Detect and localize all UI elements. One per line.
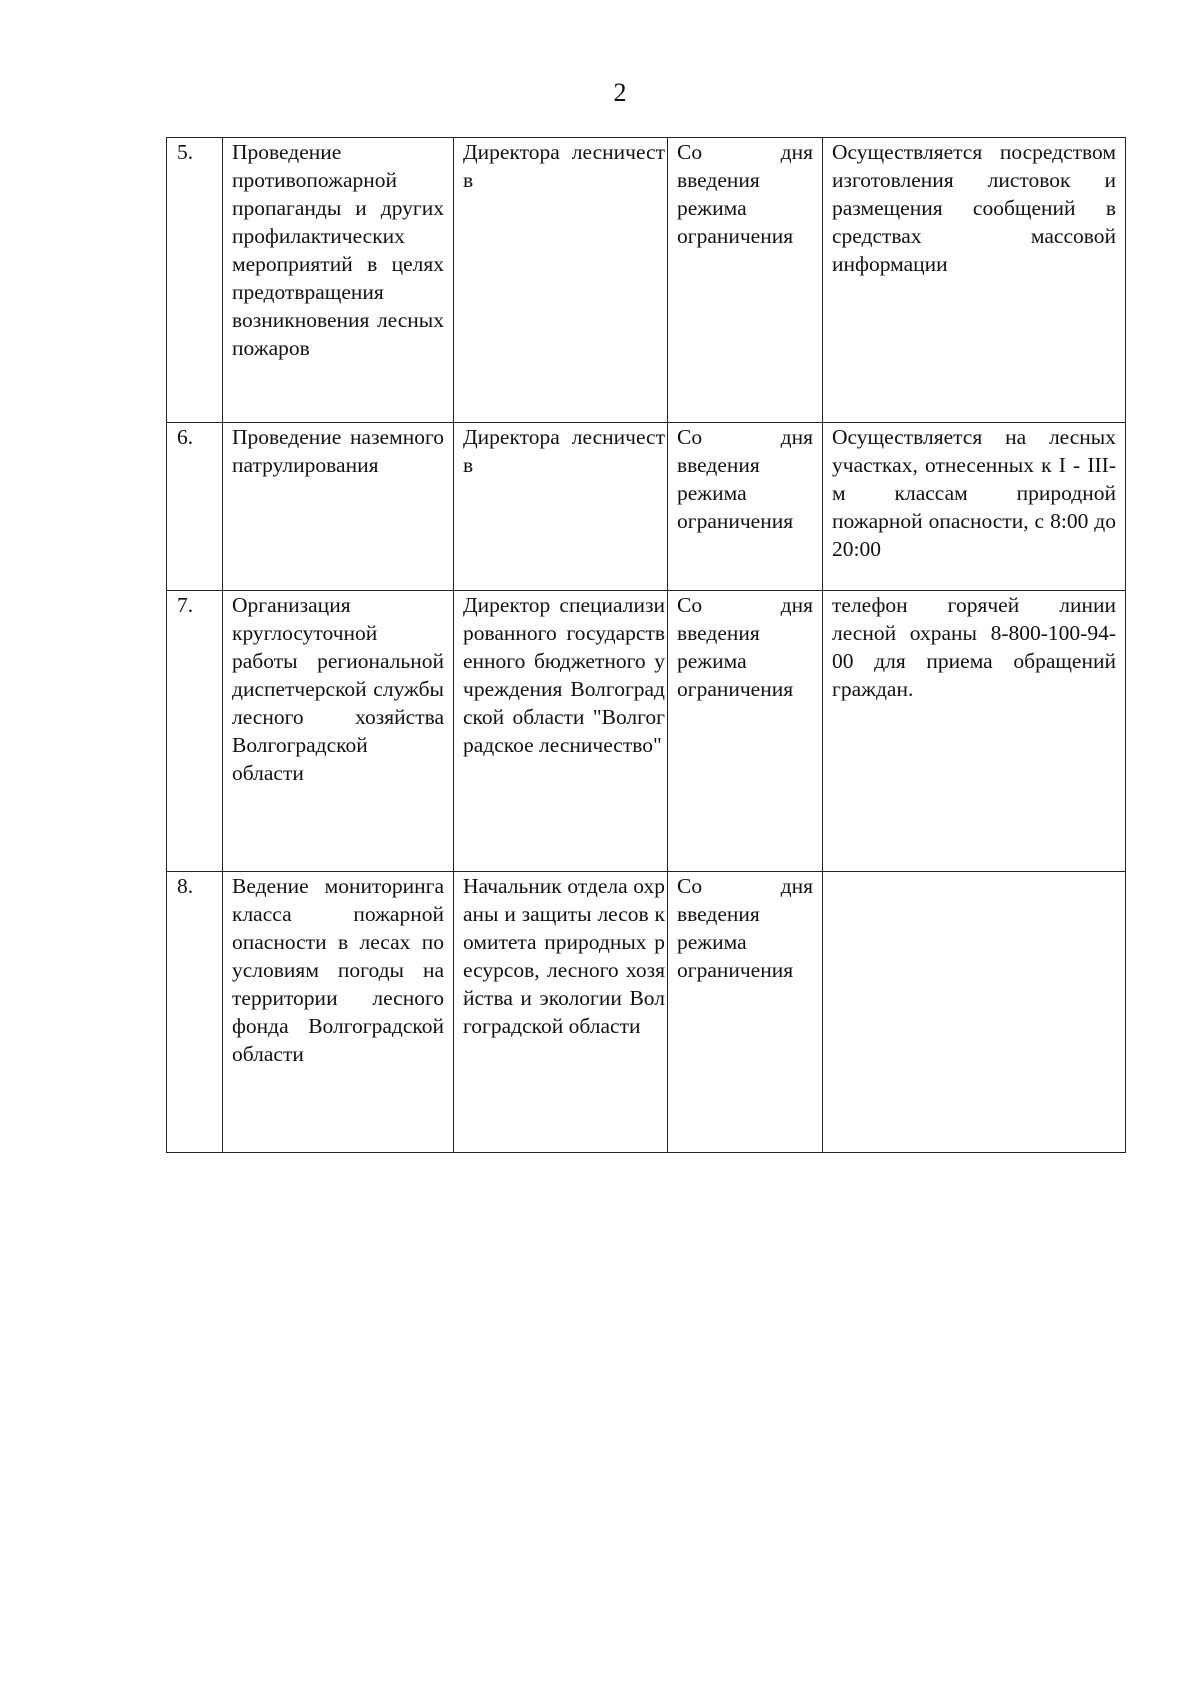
table-row (167, 591, 1126, 872)
row-number: 7. (167, 591, 223, 872)
note-cell (823, 872, 1126, 1153)
activity-cell: Проведение противопожарной пропаганды и других профилактических мероприятий в целях предотвращения возникновения лесных пожаров (223, 138, 454, 423)
term-cell: Со дня введения режима ограничения (668, 591, 823, 872)
table-row (167, 872, 1126, 1153)
responsible-cell: Директора лесничеств (454, 138, 668, 423)
note-cell: телефон горячей линии лесной охраны 8-800-100-94-00 для приема обращений граждан. (823, 591, 1126, 872)
row-number: 8. (167, 872, 223, 1153)
term-cell: Со дня введения режима ограничения (668, 423, 823, 591)
table-row (167, 423, 1126, 591)
activity-cell: Проведение наземного патрулирования (223, 423, 454, 591)
responsible-cell: Начальник отдела охраны и защиты лесов комитета природных ресурсов, лесного хозяйства и экологии Волгоградской области (454, 872, 668, 1153)
activity-cell: Ведение мониторинга класса пожарной опасности в лесах по условиям погоды на территории лесного фонда Волгоградской области (223, 872, 454, 1153)
activity-cell: Организация круглосуточной работы региональной диспетчерской службы лесного хозяйства Волгоградской области (223, 591, 454, 872)
row-number: 6. (167, 423, 223, 591)
page-number: 2 (613, 78, 627, 107)
term-cell: Со дня введения режима ограничения (668, 872, 823, 1153)
term-cell: Со дня введения режима ограничения (668, 138, 823, 423)
table-row (167, 138, 1126, 423)
responsible-cell: Директора лесничеств (454, 423, 668, 591)
responsible-cell: Директор специализированного государственного бюджетного учреждения Волгоградской области "Волгоградское лесничество" (454, 591, 668, 872)
note-cell: Осуществляется на лесных участках, отнесенных к I - III-м классам природной пожарной опасности, с 8:00 до 20:00 (823, 423, 1126, 591)
note-cell: Осуществляется посредством изготовления листовок и размещения сообщений в средствах массовой информации (823, 138, 1126, 423)
row-number: 5. (167, 138, 223, 423)
measures-table (166, 137, 1126, 1153)
